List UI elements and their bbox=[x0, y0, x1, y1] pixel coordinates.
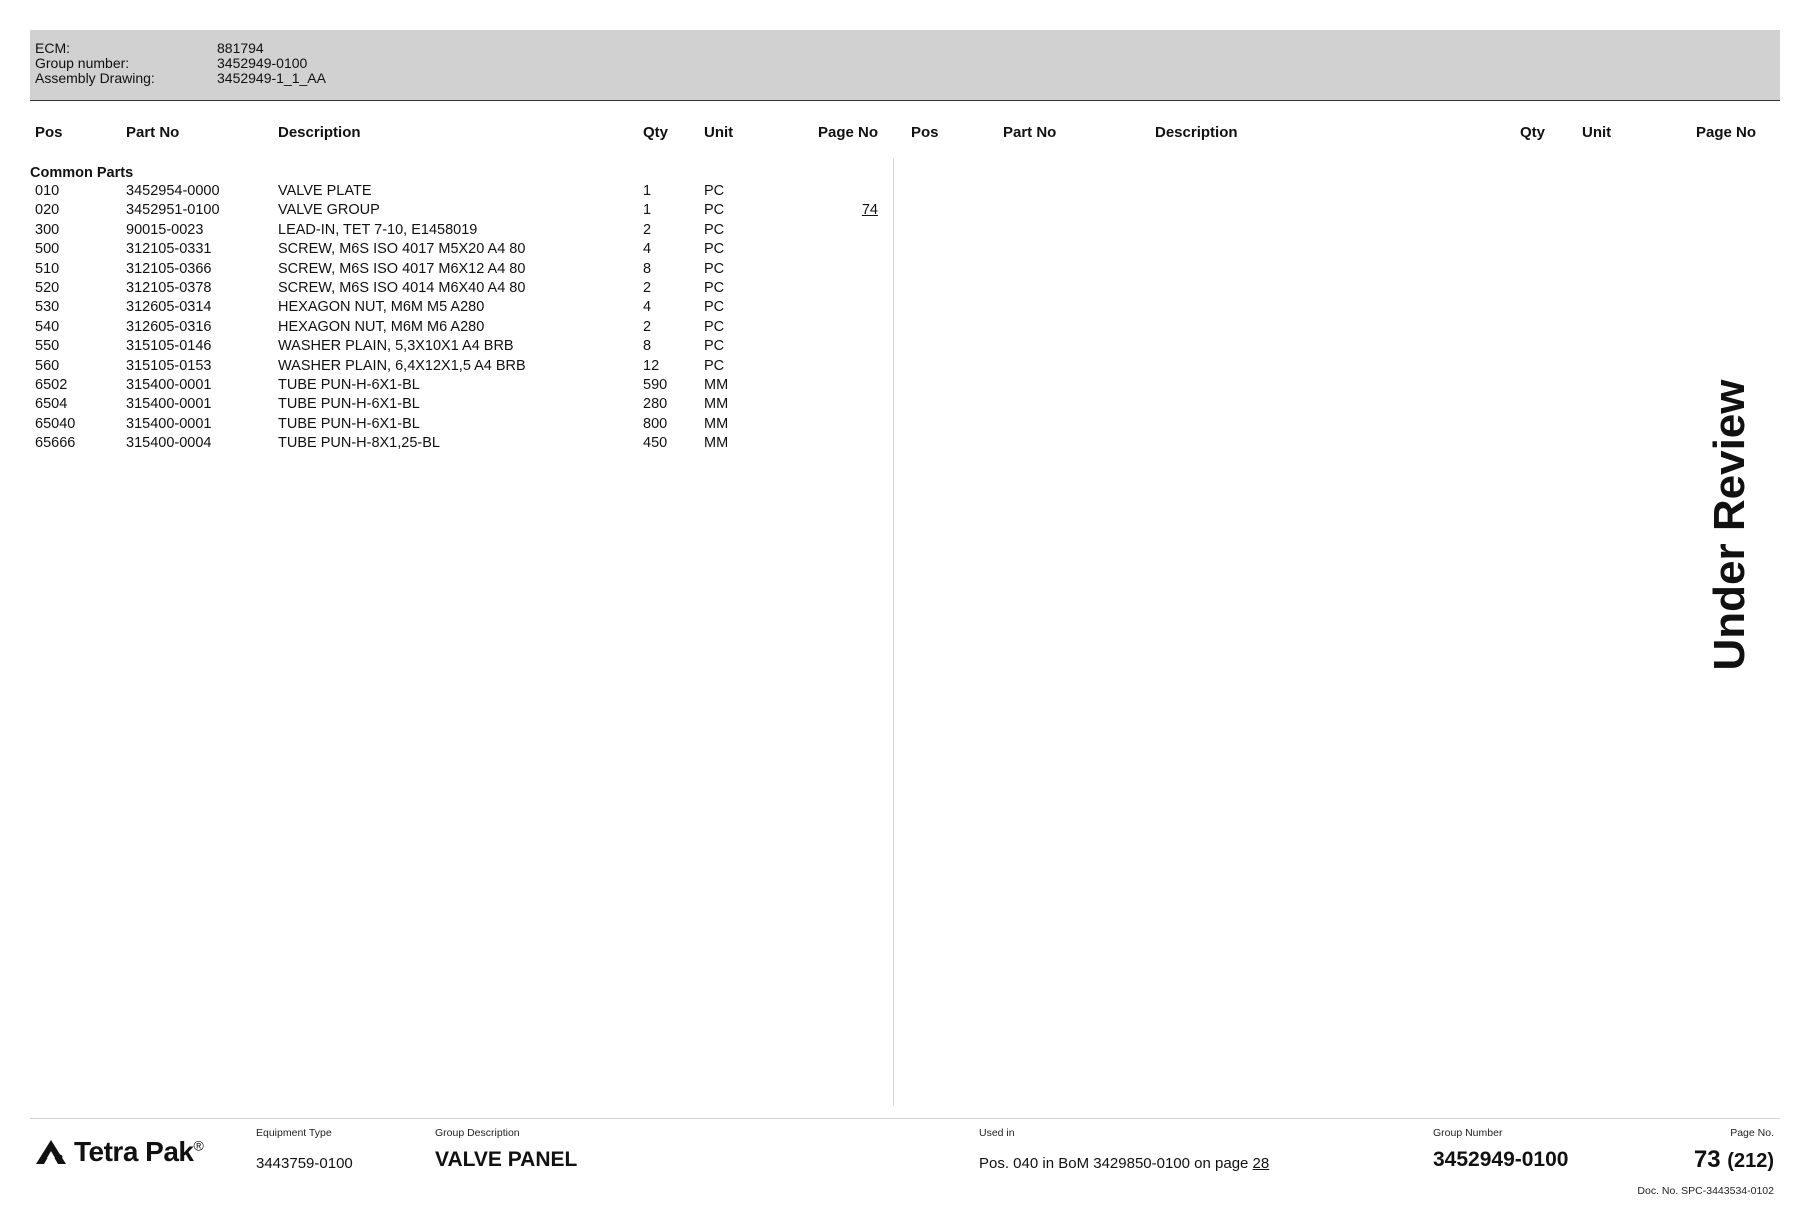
page-no-label: Page No. bbox=[1730, 1127, 1774, 1139]
cell-description: SCREW, M6S ISO 4017 M5X20 A4 80 bbox=[278, 241, 526, 258]
cell-description: HEXAGON NUT, M6M M5 A280 bbox=[278, 299, 485, 316]
logo-text: Tetra Pak bbox=[74, 1136, 194, 1167]
used-in-text: Pos. 040 in BoM 3429850-0100 on page bbox=[979, 1155, 1253, 1172]
cell-qty: 1 bbox=[643, 183, 652, 199]
cell-pos: 530 bbox=[35, 299, 60, 316]
footer-rule bbox=[30, 1118, 1780, 1119]
table-row bbox=[0, 416, 893, 435]
meta-row-assembly-drawing bbox=[35, 71, 326, 86]
table-row bbox=[0, 319, 893, 338]
meta-label: ECM: bbox=[35, 40, 70, 56]
cell-pos: 560 bbox=[35, 357, 60, 374]
table-row bbox=[0, 280, 893, 299]
group-number-label: Group Number bbox=[1433, 1127, 1503, 1139]
cell-unit: MM bbox=[704, 415, 729, 432]
section-title: Common Parts bbox=[30, 165, 134, 181]
col-head-pos-right: Pos bbox=[911, 124, 939, 141]
meta-value: 881794 bbox=[217, 40, 264, 56]
page-number-value bbox=[1694, 1146, 1774, 1174]
col-head-qty: Qty bbox=[643, 124, 669, 141]
used-in-page-link[interactable]: 28 bbox=[1252, 1155, 1270, 1172]
logo-wordmark bbox=[74, 1136, 203, 1168]
group-description-label: Group Description bbox=[435, 1127, 520, 1139]
under-review-watermark: Under Review bbox=[1705, 379, 1754, 671]
cell-part-no: 312105-0378 bbox=[126, 279, 212, 296]
cell-unit: MM bbox=[704, 376, 729, 393]
col-head-description: Description bbox=[278, 124, 361, 141]
cell-part-no: 315105-0153 bbox=[126, 357, 212, 374]
table-row bbox=[0, 396, 893, 415]
col-head-unit: Unit bbox=[704, 124, 734, 141]
cell-qty: 4 bbox=[643, 241, 652, 258]
cell-pos: 510 bbox=[35, 260, 60, 277]
page-number: 73 bbox=[1693, 1146, 1721, 1173]
cell-part-no: 3452951-0100 bbox=[126, 202, 220, 219]
cell-qty: 2 bbox=[643, 318, 652, 335]
cell-qty: 4 bbox=[643, 299, 652, 316]
doc-number: Doc. No. SPC-3443534-0102 bbox=[1637, 1185, 1774, 1197]
table-row bbox=[0, 222, 893, 241]
cell-part-no: 312605-0316 bbox=[126, 318, 212, 335]
table-row bbox=[0, 435, 893, 454]
col-head-unit-right: Unit bbox=[1582, 124, 1612, 141]
tetra-pak-logo bbox=[34, 1136, 203, 1168]
tetra-pak-logo-icon bbox=[34, 1138, 68, 1166]
cell-description: TUBE PUN-H-8X1,25-BL bbox=[278, 435, 440, 452]
cell-description: WASHER PLAIN, 5,3X10X1 A4 BRB bbox=[278, 338, 514, 355]
cell-part-no: 315400-0001 bbox=[126, 376, 212, 393]
cell-description: HEXAGON NUT, M6M M6 A280 bbox=[278, 318, 485, 335]
cell-unit: PC bbox=[704, 202, 725, 219]
cell-qty: 12 bbox=[643, 357, 660, 374]
meta-value: 3452949-0100 bbox=[217, 55, 308, 71]
parts-list bbox=[0, 183, 893, 454]
cell-part-no: 3452954-0000 bbox=[126, 183, 220, 199]
col-head-description-right: Description bbox=[1155, 124, 1238, 141]
meta-label: Assembly Drawing: bbox=[35, 70, 155, 86]
cell-pos: 6504 bbox=[35, 396, 68, 413]
cell-part-no: 90015-0023 bbox=[126, 221, 204, 238]
col-head-qty-right: Qty bbox=[1520, 124, 1546, 141]
cell-unit: PC bbox=[704, 221, 725, 238]
cell-unit: PC bbox=[704, 299, 725, 316]
cell-qty: 8 bbox=[643, 260, 652, 277]
cell-qty: 590 bbox=[643, 376, 668, 393]
cell-unit: MM bbox=[704, 396, 729, 413]
logo-registered-mark: ® bbox=[193, 1137, 204, 1154]
cell-unit: PC bbox=[704, 357, 725, 374]
cell-qty: 800 bbox=[643, 415, 668, 432]
cell-qty: 8 bbox=[643, 338, 652, 355]
cell-page-link[interactable]: 74 bbox=[861, 202, 878, 219]
cell-pos: 300 bbox=[35, 221, 60, 238]
cell-pos: 520 bbox=[35, 279, 60, 296]
cell-pos: 550 bbox=[35, 338, 60, 355]
table-row bbox=[0, 299, 893, 318]
table-row bbox=[0, 261, 893, 280]
column-divider bbox=[893, 158, 894, 1106]
cell-unit: PC bbox=[704, 183, 725, 199]
used-in-label: Used in bbox=[979, 1127, 1015, 1139]
cell-description: SCREW, M6S ISO 4014 M6X40 A4 80 bbox=[278, 279, 526, 296]
cell-part-no: 312605-0314 bbox=[126, 299, 212, 316]
col-head-part-no-right: Part No bbox=[1003, 124, 1057, 141]
cell-qty: 2 bbox=[643, 221, 652, 238]
header-meta bbox=[35, 41, 326, 86]
cell-description: WASHER PLAIN, 6,4X12X1,5 A4 BRB bbox=[278, 357, 526, 374]
page-total: (212) bbox=[1727, 1150, 1774, 1172]
col-head-pos: Pos bbox=[35, 124, 63, 141]
cell-part-no: 315400-0001 bbox=[126, 415, 212, 432]
cell-description: SCREW, M6S ISO 4017 M6X12 A4 80 bbox=[278, 260, 526, 277]
table-row bbox=[0, 358, 893, 377]
table-row bbox=[0, 202, 893, 221]
meta-row-group-number bbox=[35, 56, 326, 71]
cell-pos: 65666 bbox=[35, 435, 76, 452]
cell-description: LEAD-IN, TET 7-10, E1458019 bbox=[278, 221, 478, 238]
cell-pos: 010 bbox=[35, 183, 60, 199]
col-head-page-no: Page No bbox=[818, 124, 879, 141]
table-row bbox=[0, 241, 893, 260]
cell-pos: 6502 bbox=[35, 376, 68, 393]
cell-part-no: 315400-0004 bbox=[126, 435, 212, 452]
cell-part-no: 315105-0146 bbox=[126, 338, 212, 355]
meta-value: 3452949-1_1_AA bbox=[217, 70, 326, 86]
cell-qty: 2 bbox=[643, 279, 652, 296]
cell-pos: 500 bbox=[35, 241, 60, 258]
cell-description: VALVE PLATE bbox=[278, 183, 372, 199]
meta-label: Group number: bbox=[35, 55, 130, 71]
cell-unit: PC bbox=[704, 260, 725, 277]
used-in-value bbox=[979, 1155, 1269, 1172]
cell-pos: 65040 bbox=[35, 415, 76, 432]
table-row bbox=[0, 377, 893, 396]
cell-part-no: 312105-0366 bbox=[126, 260, 212, 277]
table-row bbox=[0, 338, 893, 357]
cell-description: TUBE PUN-H-6X1-BL bbox=[278, 376, 420, 393]
cell-pos: 020 bbox=[35, 202, 60, 219]
cell-qty: 1 bbox=[643, 202, 652, 219]
equipment-type-value: 3443759-0100 bbox=[256, 1155, 353, 1172]
cell-unit: MM bbox=[704, 435, 729, 452]
cell-unit: PC bbox=[704, 279, 725, 296]
cell-unit: PC bbox=[704, 318, 725, 335]
group-number-value: 3452949-0100 bbox=[1433, 1148, 1569, 1171]
cell-qty: 450 bbox=[643, 435, 668, 452]
equipment-type-label: Equipment Type bbox=[256, 1127, 332, 1139]
cell-part-no: 315400-0001 bbox=[126, 396, 212, 413]
group-description-value: VALVE PANEL bbox=[435, 1148, 578, 1171]
cell-unit: PC bbox=[704, 338, 725, 355]
cell-part-no: 312105-0331 bbox=[126, 241, 212, 258]
col-head-page-no-right: Page No bbox=[1696, 124, 1757, 141]
table-row bbox=[0, 183, 893, 202]
cell-pos: 540 bbox=[35, 318, 60, 335]
header-band bbox=[30, 30, 1780, 101]
cell-unit: PC bbox=[704, 241, 725, 258]
meta-row-ecm bbox=[35, 41, 326, 56]
cell-qty: 280 bbox=[643, 396, 668, 413]
cell-description: TUBE PUN-H-6X1-BL bbox=[278, 396, 420, 413]
col-head-part-no: Part No bbox=[126, 124, 180, 141]
cell-description: VALVE GROUP bbox=[278, 202, 380, 219]
cell-description: TUBE PUN-H-6X1-BL bbox=[278, 415, 420, 432]
